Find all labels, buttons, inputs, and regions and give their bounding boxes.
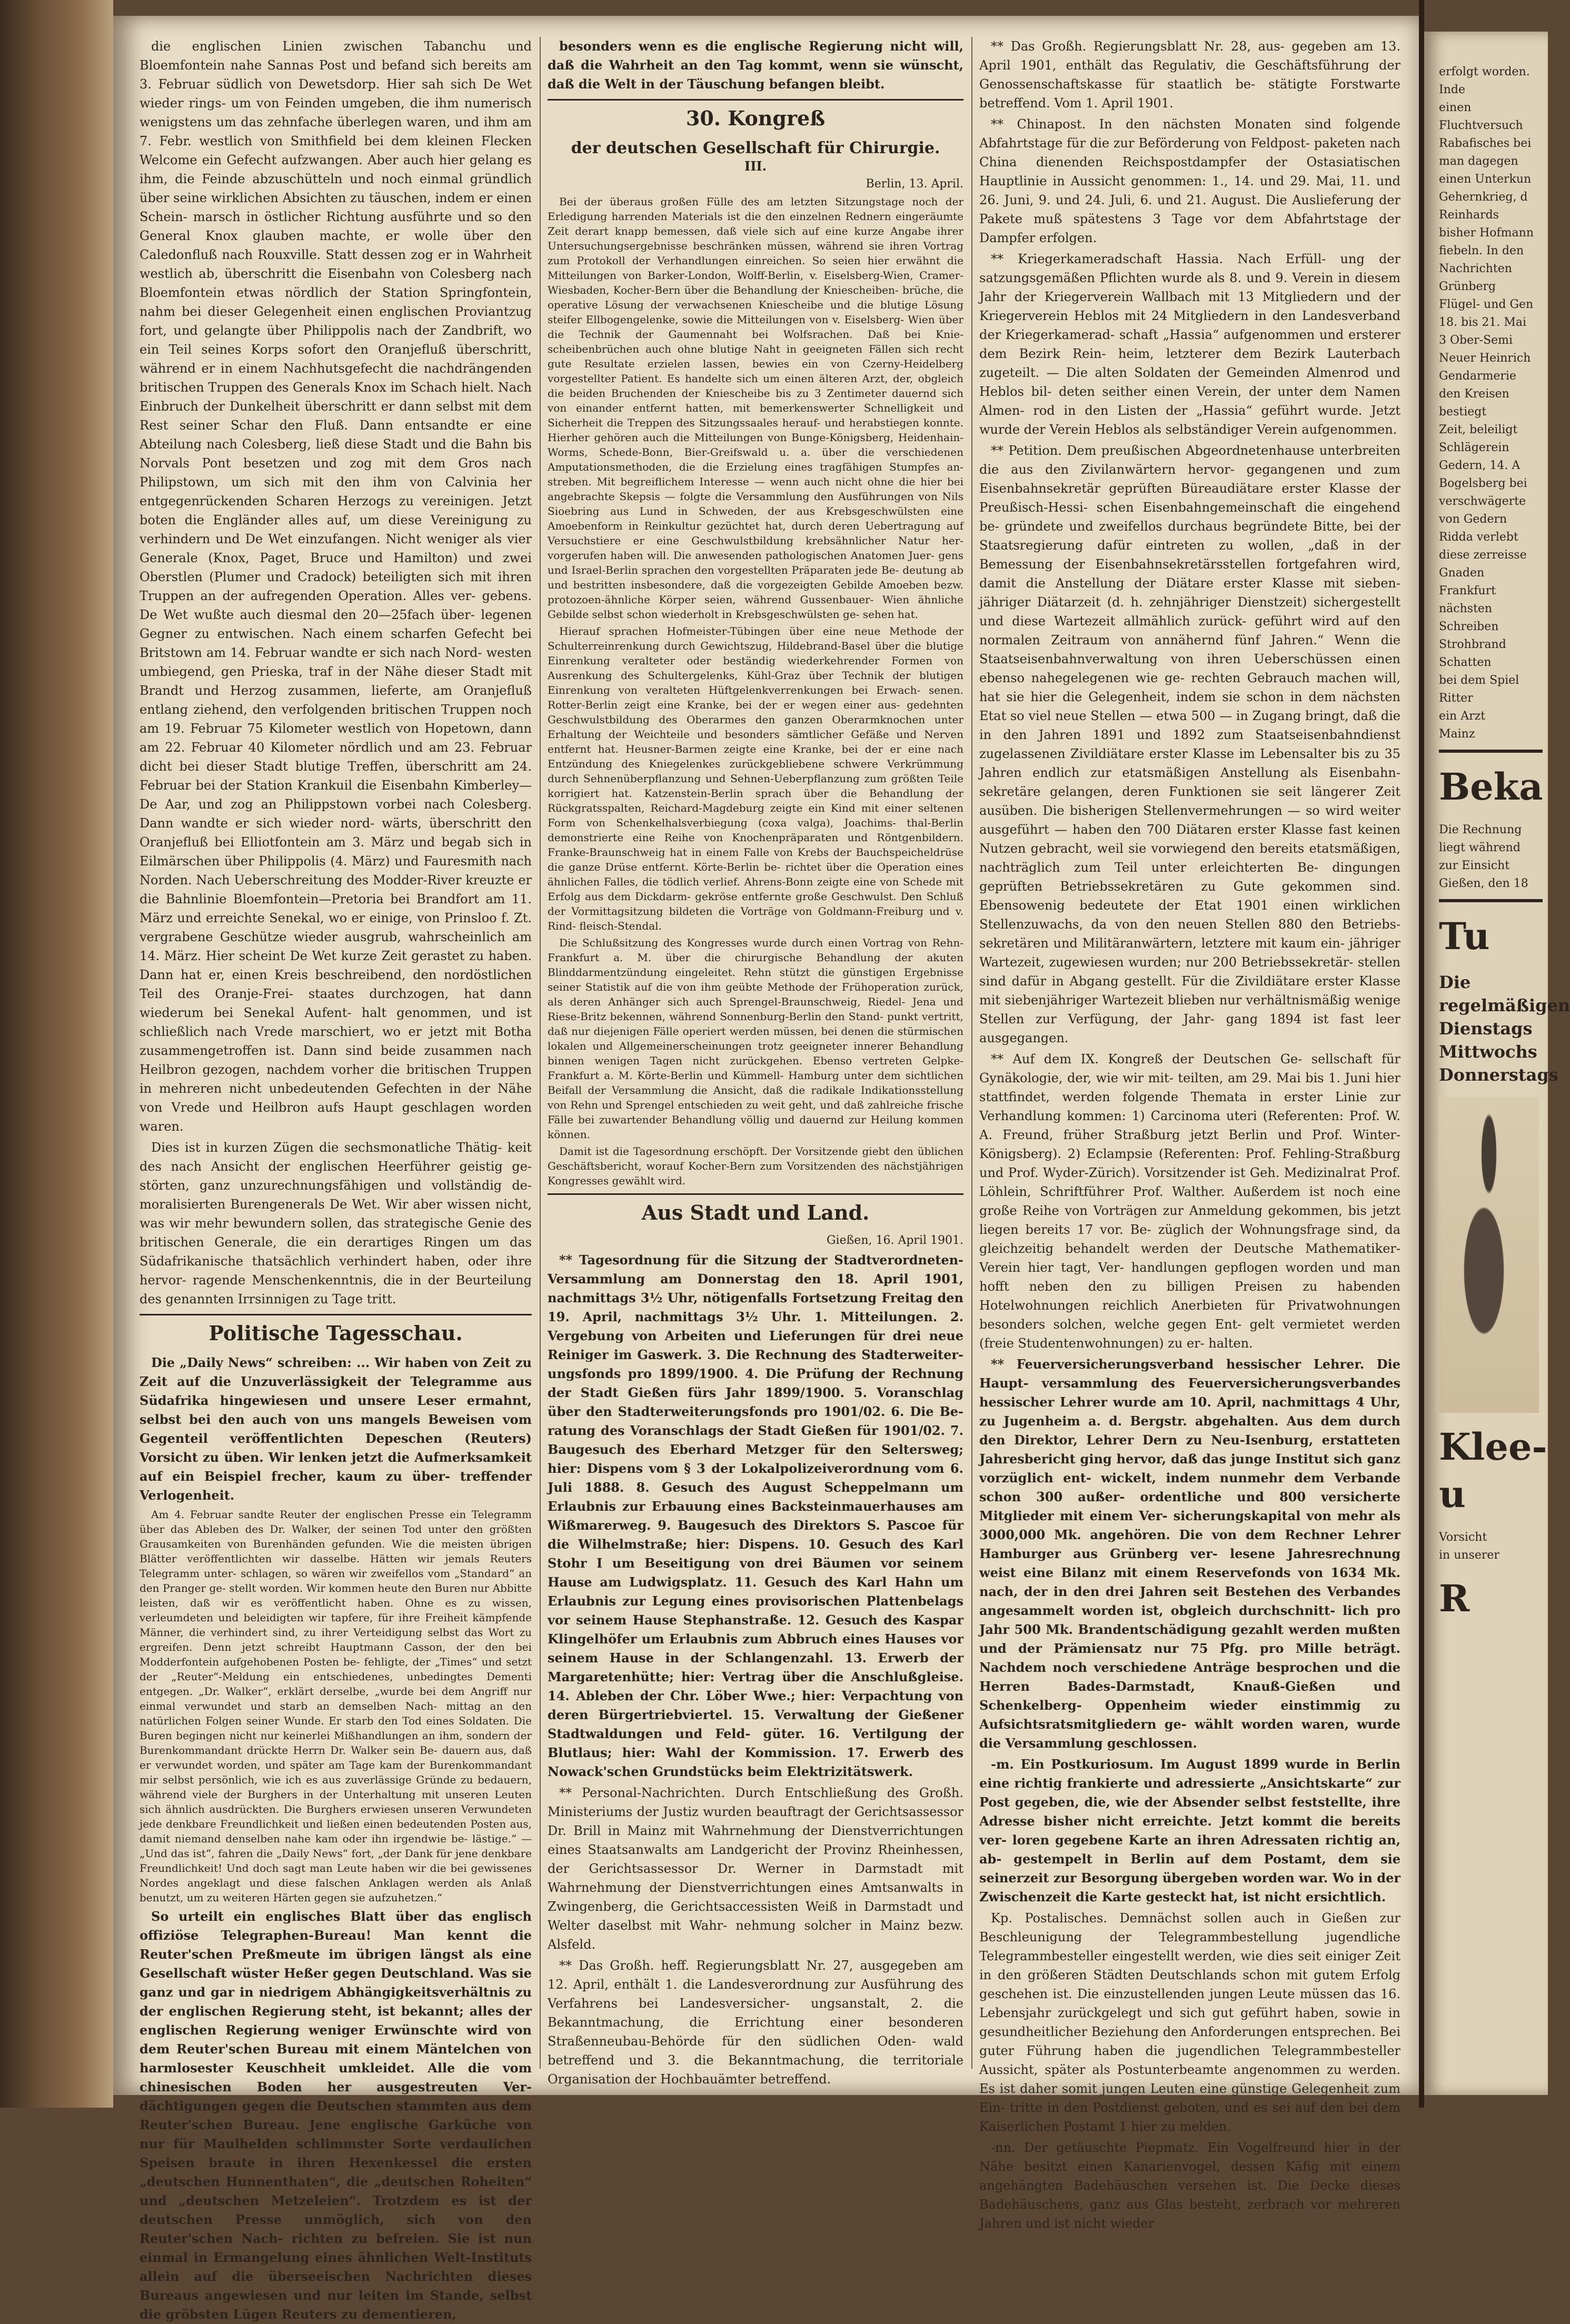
column-1 (140, 37, 532, 2322)
adjacent-line: Strohbrand (1439, 638, 1506, 651)
article-text: Kp. Postalisches. Demnächst sollen auch in Gießen zur Beschleunigung der Telegrammbestellung jugendliche Telegrammbesteller eingestellt werden, wie dies seit einiger Zeit in den größeren Städten Deutschlands schon mit gutem Erfolg geschehen ist. Die einzustellenden jungen Leute müssen das 16. Lebensjahr zurückgelegt und sich gut geführt haben, sowie in gesundheitlicher Beziehung den Anforderungen entsprechen. Bei guter Führung haben die jugendlichen Telegrammbesteller Aussicht, später als Postunterbeamte angenommen zu werden. Es ist daher somit jungen Leuten eine günstige Gelegenheit zum Ein- tritte in den Postdienst geboten, und es sei auf den bei dem Kaiserlichen Postamt 1 hier zu melden. (979, 1911, 1400, 2134)
section-heading-politische-tagesschau: Politische Tagesschau. (140, 1314, 532, 1349)
page-gutter (1419, 0, 1424, 2108)
adjacent-line: Gendarmerie (1439, 370, 1516, 383)
section-heading-aus-stadt-und-land: Aus Stadt und Land. (548, 1193, 963, 1229)
article-text: ** Das Großh. heff. Regierungsblatt Nr. 27, ausgegeben am 12. April, enthält 1. die Landesverordnung zur Ausführung des Verfahrens bei Landesversicher- ungsanstalt, 2. die Bekanntmachung, die Errichtung einer besonderen Straßenneubau-Behörde für den südlichen Oden- wald betreffend und 3. die Bekanntmachung, die territoriale Organisation der Hochbauämter betreffend. (548, 1958, 963, 2087)
column-2 (548, 37, 963, 2087)
ad-line: liegt während (1439, 841, 1521, 854)
adjacent-line: einen Unterkun (1439, 173, 1532, 186)
adjacent-line: von Gedern (1439, 513, 1507, 526)
ad-line: Dienstags (1439, 1019, 1533, 1039)
article-text: ** Kriegerkameradschaft Hassia. Nach Erfüll- ung der satzungsgemäßen Pflichten wurde als 8. und 9. Verein in diesem Jahr der Kriegerverein Wallbach mit 13 Mitgliedern und der Kriegerverein Heblos mit 24 Mitgliedern in den Landesverband der Kriegerkamerad- schaft „Hassia“ aufgenommen und ersterer dem Bezirk Rein- heim, letzterer dem Bezirk Lauterbach zugeteilt. — Die alten Soldaten der Gemeinden Almenrod und Heblos bil- deten seither einen Verein, der unter dem Namen Almen- rod in den Listen der „Hassia“ geführt wurde. Jetzt wurde der Verein Heblos als selbständiger Verein aufgenommen. (979, 252, 1400, 437)
article-text: ** Petition. Dem preußischen Abgeordnetenhause unterbreiten die aus den Zivilanwärtern hervor- gegangenen und zum Eisenbahnsekretär geprüften Büreaudiätare erster Klasse der Preußisch-Hessi- schen Eisenbahngemeinschaft die eingehend be- gründete und zweifellos durchaus begründete Bitte, bei der Staatsregierung dafür eintreten zu wollen, „daß in der Bemessung der Eisenbahnsekretärsstellen fortgefahren wird, damit die Anstellung der Diätare erster Klasse mit sieben- jähriger Diätarzeit (d. h. zehnjähriger Dienstzeit) sichergestellt und diese Wartezeit allmählich zurück- geführt wird auf den normalen Zeitraum von annähernd fünf Jahren.“ Wenn die Staatseisenbahnverwaltung von ihren Ueberschüssen einen ebenso nahegelegenen wie ge- rechten Gebrauch machen will, hat sie hier die Gelegenheit, indem sie schon in dem nächsten Etat so viel neue Stellen — etwa 500 — in Zugang bringt, daß die in den Jahren 1891 und 1892 zum Staatseisenbahndienst zugelassenen Zivildiätare erster Klasse im Lebensalter bis zu 35 Jahren endlich zur etatsmäßigen Anstellung als Eisenbahn- sekretäre gelangen, deren Funktionen sie seit längerer Zeit ausüben. Die bisherigen Stellenvermehrungen — so wird weiter ausgeführt — haben den 700 Diätaren erster Klasse fast keinen Nutzen gebracht, weil sie vorwiegend den bereits etatsmäßigen, nachträglich zum Teil unter erleichterten Be- dingungen geprüften Betriebssekretären zu Gute gekommen sind. Ebensowenig bedeutete der Etat 1901 einen wirklichen Stellenzuwachs, da von den neuen Stellen 880 den Betriebs- sekretären und Militäranwärtern, letztere mit kaum ein- jähriger Wartezeit, zugewiesen wurden; nur 200 Betriebssekretär- stellen sind dafür in Abgang gestellt. Für die Zivildiätare erster Klasse mit siebenjähriger Wartezeit blieben nur verhältnismäßig wenige Stellen zur Verfügung, der Jahr- gang 1894 ist fast leer ausgegangen. (979, 443, 1400, 1045)
adjacent-line: diese zerreisse (1439, 548, 1527, 562)
adjacent-line: bisher Hofmann (1439, 226, 1534, 240)
ad-line: zur Einsicht (1439, 859, 1510, 872)
adjacent-line: man dagegen (1439, 155, 1518, 168)
article-text: besonders wenn es die englische Regierung nicht will, daß die Wahrheit an den Tag kommt, wenn sie wünscht, daß die Welt in der Täuschung befangen bleibt. (548, 38, 963, 92)
adjacent-line: Flügel- und Gen (1439, 298, 1534, 311)
adjacent-line: Grünberg (1439, 280, 1496, 293)
ad-heading: Klee-u (1439, 1425, 1547, 1516)
ad-heading: Beka (1439, 765, 1543, 809)
article-text: So urteilt ein englisches Blatt über das englisch offiziöse Telegraphen-Bureau! Man kennt die Reuter'schen Preßmeute im übrigen längst als eine Gesellschaft wüster Heßer gegen Deutschland. Was sie ganz und gar in niedrigem Abhängigkeitsverhältnis zu der englischen Regierung steht, ist bekannt; alles der englischen Regierung weniger Erwünschte wird von dem Reuter'schen Bureau mit einem Mäntelchen von harmlosester Keuschheit umkleidet. Alle die vom chinesischen Boden her ausgestreuten Ver- dächtigungen gegen die Deutschen stammten aus dem Reuter'schen Bureau. Jene englische Garküche von nur für Maulhelden schlimmster Sorte verdaulichen Speisen braute in ihren Hexenkessel die ersten „deutschen Hunnenthaten“, die „deutschen Roheiten“ und „deutschen Metzeleien“. Trotzdem es ist der deutschen Presse unmöglich, sich von den Reuter'schen Nach- richten zu befreien. Sie ist nun einmal in Ermangelung eines ähnlichen Welt-Instituts allein auf die überseeischen Nachrichten dieses Bureaus angewiesen und nur leiten im Stande, selbst die gröbsten Lügen Reuters zu dementieren, (140, 1909, 532, 2322)
ad-line: Mittwochs (1439, 1042, 1537, 1062)
article-text: Dies ist in kurzen Zügen die sechsmonatliche Thätig- keit des nach Ansicht der englischen Heerführer geistig ge- störten, ganz unzurechnungsfähigen und vollständig de- moralisierten Burengenerals De Wet. Wir aber wissen nicht, was wir mehr bewundern sollen, das strategische Genie des britischen Generale, die ein derartiges Ringen um das Südafrikanische thatsächlich verhindert haben, oder ihre hervor- ragende Menschenkenntnis, die in der Beurteilung des genannten Irrsinnigen zu Tage tritt. (140, 1140, 532, 1306)
article-text: ** Das Großh. Regierungsblatt Nr. 28, aus- gegeben am 13. April 1901, enthält das Regulativ, die Geschäftsführung der Genossenschaftskasse für staatlich be- stätigte Forstwarte betreffend. Vom 1. April 1901. (979, 39, 1400, 111)
adjacent-line: einen Fluchtversuch (1439, 101, 1523, 132)
adjacent-line: erfolgt worden. Inde (1439, 65, 1530, 96)
adjacent-line: Schreiben (1439, 620, 1499, 633)
article-text: ** Chinapost. In den nächsten Monaten sind folgende Abfahrtstage für die zur Beförderung von Feldpost- paketen nach China dienenden Reichspostdampfer der Ostasiatischen Hauptlinie in Aussicht genommen: 1., 14. und 29. Mai, 11. und 26. Juni, 9. und 24. Juli, 6. und 21. August. Die Auslieferung der Pakete muß spätestens 3 Tage vor dem Abfahrtstage der Dampfer erfolgen. (979, 117, 1400, 245)
adjacent-line: Mainz (1439, 727, 1475, 741)
adjacent-line: Ritter (1439, 692, 1473, 705)
ad-line: R (1439, 1577, 1470, 1620)
ad-line: Die Rechnung (1439, 823, 1522, 836)
adjacent-line: Gnaden (1439, 566, 1485, 580)
column-divider (540, 37, 541, 2069)
ad-line: Donnerstags (1439, 1065, 1558, 1085)
adjacent-line: Ridda verlebt (1439, 531, 1518, 544)
ad-line: Die regelmäßigen (1439, 972, 1570, 1015)
adjacent-line: 3 Ober-Semi (1439, 334, 1513, 347)
ad-illustration (1439, 1097, 1539, 1413)
column-divider (971, 37, 972, 2069)
ad-line: in unserer (1439, 1549, 1499, 1562)
section-heading-kongress: 30. Kongreß (548, 99, 963, 134)
adjacent-line: Schlägerein (1439, 441, 1509, 454)
ad-divider (1439, 750, 1543, 753)
adjacent-line: fiebeln. In den (1439, 244, 1524, 257)
adjacent-line: Bogelsberg bei (1439, 477, 1527, 490)
article-text: ** Tagesordnung für die Sitzung der Stadtverordneten- Versammlung am Donnerstag den 18. April 1901, nachmittags 3½ Uhr, nötigenfalls Fortsetzung Freitag den 19. April, nachmittags 3½ Uhr. 1. Mitteilungen. 2. Vergebung von Arbeiten und Lieferungen für drei neue Reiniger im Gaswerk. 3. Die Rechnung des Stadterweiter- ungsfonds pro 1899/1900. 4. Die Prüfung der Rechnung der Stadt Gießen fürs Jahr 1899/1900. 5. Voranschlag über den Stadterweiterungsfonds pro 1901/02. 6. Die Be- ratung des Voranschlags der Stadt Gießen für 1901/02. 7. Baugesuch des Eberhard Metzger für den Seltersweg; hier: Dispens vom § 3 der Lokalpolizeiverordnung vom 6. Juli 1888. 8. Gesuch des August Scheppelmann um Erlaubnis zur Erbauung eines Backsteinmauerhauses am Wißmarerweg. 9. Baugesuch des Direktors S. Pascoe für die Wilhelmstraße; hier: Dispens. 10. Gesuch des Karl Stohr I um Beseitigung von drei Bäumen vor seinem Hause am Ludwigsplatz. 11. Gesuch des Karl Hahn um Erlaubnis zur Legung eines provisorischen Plattenbelags vor seinem Hause Stephanstraße. 12. Gesuch des Kaspar Klingelhöfer um Erlaubnis zum Abbruch eines Hauses vor seinem Hause in der Schlangenzahl. 13. Erwerb der Margaretenhütte; hier: Vertrag über die Anschlußgleise. 14. Ableben der Chr. Löber Wwe.; hier: Verpachtung von deren Bürgertriebviertel. 15. Verwaltung der Gießener Stadtwaldungen und Feld- güter. 16. Vertilgung der Blutlaus; hier: Wahl der Kommission. 17. Erwerb des Nowack'schen Grundstücks beim Elektrizitätswerk. (548, 1252, 963, 1779)
article-text: Die „Daily News“ schreiben: ... Wir haben von Zeit zu Zeit auf die Unzuverlässigkeit der Telegramme aus Südafrika hingewiesen und unsere Leser ermahnt, selbst bei den auch von uns mangels Beweisen vom Gegenteil veröffentlichten Depeschen (Reuters) Vorsicht zu üben. Wir lenken jetzt die Aufmerksamkeit auf ein Beispiel frecher, kaum zu über- treffender Verlogenheit. (140, 1355, 532, 1503)
article-text: -nn. Der getäuschte Piepmatz. Ein Vogelfreund hier in der Nähe besitzt einen Kanarienvogel, dessen Käfig mit einem angehängten Badehäuschen versehen ist. Die Decke dieses Badehäuschens, ganz aus Glas besteht, zerbrach vor mehreren Jahren und ist nicht wieder (979, 2140, 1400, 2231)
adjacent-line: 18. bis 21. Mai (1439, 316, 1527, 329)
article-text-small: Am 4. Februar sandte Reuter der englischen Presse ein Telegramm über das Ableben des Dr. Walker, der seinen Tod unter den größten Grausamkeiten von Burenhänden gefunden. Wie die meisten übrigen Blätter veröffentlichten wir dasselbe. Hätten wir jemals Reuters Telegramm unter- schlagen, so wären wir zweifellos vom „Standard“ an den Pranger ge- stellt worden. Wir kommen heute den Buren nur Abbitte leisten, daß wir es veröffentlicht haben. Ohne es zu wissen, verleumdeten und beleidigten wir tapfere, für ihre Freiheit kämpfende Männer, die verhindert sind, zu ihrer Verteidigung selbst das Wort zu ergreifen. Denn jetzt schreibt Hauptmann Casson, der den bei Modderfontein aufgehobenen Posten be- fehligte, der „Times“ und setzt der „Reuter“-Meldung ein entschiedenes, unbedingtes Dementi entgegen. „Dr. Walker“, erklärt derselbe, „wurde bei dem Angriff nur einmal verwundet und starb an demselben Nach- mittag an den natürlichen Folgen seiner Wunde. Er starb den Tod eines Soldaten. Die Buren begingen nicht nur keinerlei Mißhandlungen an ihm, sondern der Burenkommandant drückte Herrn Dr. Walker sein Be- dauern aus, daß er verwundet worden, und später am Tage kam der Burenkommandant mir selbst persönlich, wie ich es aus zuverlässige Gründe zu bedauern, während viele der Burghers in der Unterhaltung mit unseren Leuten sich ähnlich ausdrückten. Die Burghers erwiesen unseren Verwundeten jede denkbare Freundlichkeit und ließen einen bedeutenden Posten aus, damit niemand denselben nahe kam oder ihn irgendwie be- lästige.“ — „Und das ist“, fahren die „Daily News“ fort, „der Dank für jene denkbare Freundlichkeit! Und doch sagt man Leute haben wir die bei gewissenes Nordes angeklagt und diese falschen Anklagen werden als Anlaß benutzt, um zu weiteren Härten gegen sie aufzuhetzen.“ (140, 1508, 532, 1904)
adjacent-line: Schatten (1439, 656, 1492, 669)
adjacent-line: Rabafisches bei (1439, 137, 1532, 150)
adjacent-line: Nachrichten (1439, 262, 1512, 275)
article-text-small: Die Schlußsitzung des Kongresses wurde durch einen Vortrag von Rehn-Frankfurt a. M. über die chirurgische Behandlung der akuten Blinddarmentzündung eingeleitet. Rehn stützt die günstigen Ergebnisse seiner Statistik auf die von ihm geübte Methode der Frühoperation zurück, als deren Anhänger sich auch Sprengel-Braunschweig, Riedel- Jena und Riese-Britz bekennen, während Sonnenburg-Berlin den Stand- punkt vertritt, daß nur diejenigen Fälle operiert werden müssen, bei denen die stürmischen lokalen und Allgemeinerscheinungen trotz geeigneter innerer Behandlung binnen wenigen Tagen nicht zurückgehen. Ebenso vertreten Gelpke-Frankfurt a. M. Körte-Berlin und Kümmell- Hamburg unter dem sichtlichen Beifall der Versammlung die Ansicht, daß die radikale Indikationsstellung von Rehn und Sprengel entschieden zu weit geht, und daß zahlreiche frische Fälle bei zuwartender Behandlung völlig und dauernd zur Heilung kommen können. (548, 936, 963, 1141)
article-text: die englischen Linien zwischen Tabanchu und Bloemfontein nahe Sannas Post und befand sich bereits am 3. Februar südlich von Dewetsdorp. Hier sah sich De Wet wieder rings- um von Feinden umgeben, die ihm numerisch wenigstens um das zehnfache überlegen waren, und ihm am 7. Febr. westlich von Smithfield bei dem kleinen Flecken Welcome ein Gefecht aufzwangen. Aber auch hier gelang es ihm, die Feinde abzuschütteln und noch einmal gründlich über seine wirklichen Absichten zu täuschen, indem er einen Schein- marsch in östlicher Richtung ausführte und so den General Knox glauben machte, er wolle über den Caledonfluß nach Rouxville. Statt dessen zog er in Wahrheit westlich ab, überschritt die Eisenbahn von Colesberg nach Bloemfontein etwas nördlich der Station Springfontein, nahm bei dieser Gelegenheit einen englischen Proviantzug fort, und gelangte über Philippolis nach der Zandbrift, wo ein Teil seines Korps sofort den Oranjefluß überschritt, während er in einem Nachhutsgefecht die nachdrängenden britischen Truppen des Generals Knox im Schach hielt. Nach Einbruch der Dunkelheit überschritt er dann selbst mit dem Rest seiner Schar den Fluß. Dann entsandte er eine Abteilung nach Colesberg, ließ diese Stadt und die Bahn bis Norvals Pont besetzen und zog mit dem Gros nach Philipstown, um sich mit den ihm von Calvinia her entgegenrückenden Scharen Herzogs zu vereinigen. Jetzt boten die Engländer alles auf, um diese Vereinigung zu verhindern und De Wet einzufangen. Nicht weniger als vier Generale (Knox, Paget, Bruce und Hamilton) und zwei Oberstlen (Plumer und Cradock) beteiligten sich mit ihren Truppen an der aufregenden Operation. Alles ver- gebens. De Wet wußte auch diesmal den 20—25fach über- legenen Gegner zu entwischen. Nach einem scharfen Gefecht bei Britstown am 14. Februar wandte er sich nach Nord- westen umbiegend, gen Prieska, traf in der Nähe dieser Stadt mit Brandt und Herzog zusammen, lieferte, am Oranjefluß entlang ziehend, den verfolgenden britischen Truppen noch am 19. Februar 75 Kilometer westlich von Hopetown, dann am 22. Februar 40 Kilometer nördlich und am 23. Februar dicht bei dieser Stadt blutige Treffen, überschritt am 24. Februar bei der Station Krankuil die Eisenbahn Kimberley—De Aar, und zog an Philippstown vorbei nach Colesberg. Dann wandte er sich wieder nord- wärts, überschritt den Oranjefluß bei Elliotfontein am 3. März und begab sich in Eilmärschen über Philippolis (4. März) und Fauresmith nach Norden. Nach Ueberschreitung des Modder-River kreuzte er die Bahnlinie Bloemfontein—Pretoria bei Brandfort am 11. März und erreichte Senekal, wo er einige, von Prinsloo f. Zt. vergrabene Geschütze wieder ausgrub, wahrscheinlich am 14. März. Hier scheint De Wet kurze Zeit gerastet zu haben. Dann hat er, einen Kreis beschreibend, den nordöstlichen Teil des Oranje-Frei- staates durchzogen, hat dann wiederum bei Senekal Aufent- halt genommen, und ist schließlich nach Vrede marschiert, wo er jetzt mit Botha zusammengetroffen ist. Dann sind beide zusammen nach Heilbron gezogen, nachdem vorher die britischen Truppen in mehreren nicht unbedeutenden Gefechten in der Nähe von Vrede und Heilbron aufs Haupt geschlagen worden waren. (140, 39, 532, 1134)
adjacent-line: Zeit, beleiligt (1439, 423, 1518, 436)
section-subheading: der deutschen Gesellschaft für Chirurgie. (571, 139, 940, 157)
adjacent-line: bestiegt (1439, 405, 1487, 418)
dateline: Gießen, 16. April 1901. (826, 1234, 963, 1247)
column-3 (979, 37, 1400, 2231)
adjacent-line: Gehernkrieg, d (1439, 191, 1528, 204)
ad-divider (1439, 899, 1543, 902)
adjacent-line: den Kreisen (1439, 387, 1509, 401)
adjacent-line: Reinhards (1439, 208, 1499, 222)
adjacent-page (1424, 32, 1570, 2095)
adjacent-line: Gedern, 14. A (1439, 459, 1521, 472)
adjacent-line: ein Arzt (1439, 710, 1486, 723)
adjacent-line: verschwägerte (1439, 495, 1526, 508)
adjacent-line: bei dem Spiel (1439, 674, 1519, 687)
adjacent-line: nächsten (1439, 602, 1493, 615)
article-text-small: Hierauf sprachen Hofmeister-Tübingen über eine neue Methode der Schulterreinrenkung durch Gewichtszug, Hildebrand-Basel über die blutige Einrenkung veralteter oder beständig wiederkehrender Formen von Ausrenkung des Schultergelenks, Kühl-Graz über Technik der blutigen Einrenkung von veralteten Hüftgelenkverrenkungen bei Erwach- senen. Rotter-Berlin zeigt eine Kranke, bei der er wegen einer aus- gedehnten Geschwulstbildung des Oberarmes den ganzen Oberarmknochen unter Erhaltung der Weichteile und besonders sämtlicher Gefäße und Nerven entfernt hat. Heusner-Barmen zeigte eine Kranke, bei der er eine nach Entzündung des Kniegelenkes zurückgebliebene schwere Verkrümmung durch Sehnenüberpflanzung und Sehnen-Ueberpflanzung zum größten Teile korrigiert hat. Katzenstein-Berlin sprach über die Behandlung der Rückgratsspalten, Reichard-Magdeburg zeigte ein Kind mit einer seltenen Form von Schenkelhalsverbiegung (coxa valga), Joachims- thal-Berlin demonstrierte eine Reihe von Knochenpräparaten und Röntgenbildern. Franke-Braunschweig hat in einem Falle von Krebs der Bauchspeicheldrüse die ganze Drüse entfernt. Körte-Berlin be- richtet über die Operation eines ähnlichen Falles, die tödlich verlief. Ahrens-Bonn zeigte eine von Schede mit Erfolg aus dem Dickdarm- gekröse entfernte große Geschwulst. Den Schluß der Vormittagsitzung bildeten die Vorträge von Goldmann-Freiburg und v. Rind- fleisch-Stendal. (548, 625, 963, 932)
book-binding (0, 0, 113, 2108)
ad-line: Vorsicht (1439, 1531, 1487, 1544)
article-text: ** Feuerversicherungsverband hessischer Lehrer. Die Haupt- versammlung des Feuerversicherungsverbandes hessischer Lehrer wurde am 10. April, nachmittags 4 Uhr, zu Jugenheim a. d. Bergstr. abgehalten. Aus dem durch den Direktor, Lehrer Dern zu Neu-Isenburg, erstatteten Jahresbericht ging hervor, daß das junge Institut sich ganz vorzüglich ent- wickelt, indem nunmehr dem Verbande schon 300 außer- ordentliche und 800 versicherte Mitglieder mit einem Ver- sicherungskapital von mehr als 3000,000 Mk. angehören. Die von dem Rechner Lehrer Hamburger aus Grünberg ver- lesene Jahresrechnung weist eine Bilanz mit einem Reservefonds von 1634 Mk. nach, der in den drei Jahren seit Bestehen des Verbandes angesammelt worden ist, obgleich durchschnitt- lich pro Jahr 500 Mk. Brandentschädigung gezahlt werden mußten und der Prämiensatz nur 75 Pfg. pro Mille beträgt. Nachdem noch verschiedene Anträge besprochen und die Herren Bades-Darmstadt, Knauß-Gießen und Schenkelberg- Oppenheim wieder einstimmig zu Aufsichtsratsmitgliedern ge- wählt worden waren, wurde die Versammlung geschlossen. (979, 1357, 1400, 1751)
article-text-small: Damit ist die Tagesordnung erschöpft. Der Vorsitzende giebt den üblichen Geschäftsbericht, worauf Kocher-Bern zum Vorsitzenden des nächstjährigen Kongresses gewählt wird. (548, 1145, 963, 1187)
ad-heading: Tu (1439, 914, 1490, 958)
adjacent-line: Neuer Heinrich (1439, 352, 1531, 365)
section-part-number: III. (744, 158, 767, 174)
dateline: Berlin, 13. April. (866, 177, 963, 191)
ad-line: Gießen, den 18 (1439, 877, 1528, 890)
adjacent-page-text (1424, 32, 1570, 1622)
adjacent-line: Frankfurt (1439, 584, 1496, 597)
article-text: -m. Ein Postkuriosum. Im August 1899 wurde in Berlin eine richtig frankierte und adressierte „Ansichtskarte“ zur Post gegeben, die, wie der Absender selbst feststellte, ihre Adresse bisher nicht erreichte. Jetzt kommt die bereits ver- loren gegebene Karte an ihren Adressaten richtig an, ab- gestempelt in Berlin auf dem Postamt, dem sie seinerzeit zur Besorgung übergeben worden war. Wo in der Zwischenzeit die Karte gesteckt hat, ist nicht ersichtlich. (979, 1757, 1400, 1904)
article-text: ** Personal-Nachrichten. Durch Entschließung des Großh. Ministeriums der Justiz wurden beauftragt der Gerichtsassessor Dr. Brill in Mainz mit Wahrnehmung der Dienstverrichtungen eines Staatsanwalts am Landgericht der Provinz Rheinhessen, der Gerichtsassessor Dr. Werner in Darmstadt mit Wahrnehmung der Dienstverrichtungen eines Amtsanwalts in Zwingenberg, die Gerichtsaccessisten Weiß in Darmstadt und Welter daselbst mit Wahr- nehmung solcher in Mainz bezw. Alsfeld. (548, 1786, 963, 1952)
article-text: ** Auf dem IX. Kongreß der Deutschen Ge- sellschaft für Gynäkologie, der, wie wir mit- teilten, am 29. Mai bis 1. Juni hier stattfindet, werden folgende Themata in erster Linie zur Verhandlung kommen: 1) Carcinoma uteri (Referenten: Prof. W. A. Freund, früher Straßburg jetzt Berlin und Prof. Winter-Königsberg). 2) Eclampsie (Referenten: Prof. Fehling-Straßburg und Prof. Wyder-Zürich). Vorsitzender ist Geh. Medizinalrat Prof. Löhlein, Schriftführer Prof. Walther. Außerdem ist noch eine große Reihe von Vorträgen zur Anmeldung gekommen, bis jetzt liegen bereits 17 vor. Be- züglich der Wohnungsfrage sind, da gleichzeitig behandelt werden der Deutsche Mathematiker-Verein hier tagt, Ver- handlungen gepflogen worden und man hofft neben den zu billigen Preisen zu habenden Hotelwohnungen reichlich Anerbieten für Privatwohnungen besonders solchen, welche gegen Ent- gelt vermietet werden (freie Studentenwohnungen) zu er- halten. (979, 1052, 1400, 1351)
article-text-small: Bei der überaus großen Fülle des am letzten Sitzungstage noch der Erledigung harrenden Materials ist die den einzelnen Rednern eingeräumte Zeit derart knapp bemessen, daß viele sich auf eine kurze Angabe ihrer Untersuchungsergebnisse beschränken müssen, während sie ihren Vortrag zum Protokoll der Verhandlungen einreichen. So seien hier erwähnt die Mitteilungen von Barker-London, Wolff-Berlin, v. Eiselsberg-Wien, Cramer-Wiesbaden, Kocher-Bern über die Behandlung der Kniescheiben- brüche, die operative Lösung der verwachsenen Kniescheibe und die blutige Lösung steifer Ellbogengelenke, sowie die Mitteilungen von v. Eiselsberg- Wien über die Technik der Gaumennaht bei Wolfsrachen. Daß bei Knie- scheibenbrüchen auch ohne blutige Naht in geeigneten Fällen sich recht gute Resultate erzielen lassen, bewies ein von Czerny-Heidelberg vorgestellter Patient. Es handelte sich um einen älteren Arzt, der, obgleich die beiden Bruchenden der Kniescheibe bis zu 3 Zentimeter dauernd sich von einander entfernt hatten, mit bemerkenswerter Schnelligkeit und Sicherheit die Treppen des Sitzungssaales herauf- und herabstiegen konnte. Hierher gehören auch die Mitteilungen von Bunge-Königsberg, Heidenhain- Worms, Schede-Bonn, Bier-Greifswald u. a. über die verschiedenen Amputationsmethoden, die die Erzielung eines tragfähigen Stumpfes an- streben. Mit begreiflichem Interesse — wenn auch nicht ohne die hier bei angebrachte Skepsis — folgte die Versammlung den Ausführungen von Nils Sioebring aus Lund in Schweden, der aus Krebsgeschwülsten eine Amoebenform in Reinkultur gezüchtet hat, durch deren Uebertragung auf Versuchstiere er eine Geschwulstbildung krebsähnlicher Natur her- vorgerufen haben will. Die anwesenden pathologischen Anatomen Juer- gens und Israel-Berlin sprachen den vorgestellten Präparaten jede Be- deutung ab und bestritten insbesondere, daß die vorgezeigten Gebilde Amoeben bezw. protozoen-ähnliche Körper seien, während Gussenbauer- Wien ähnliche Gebilde selbst schon wiederholt in Krebsgeschwülsten ge- sehen hat. (548, 195, 963, 621)
